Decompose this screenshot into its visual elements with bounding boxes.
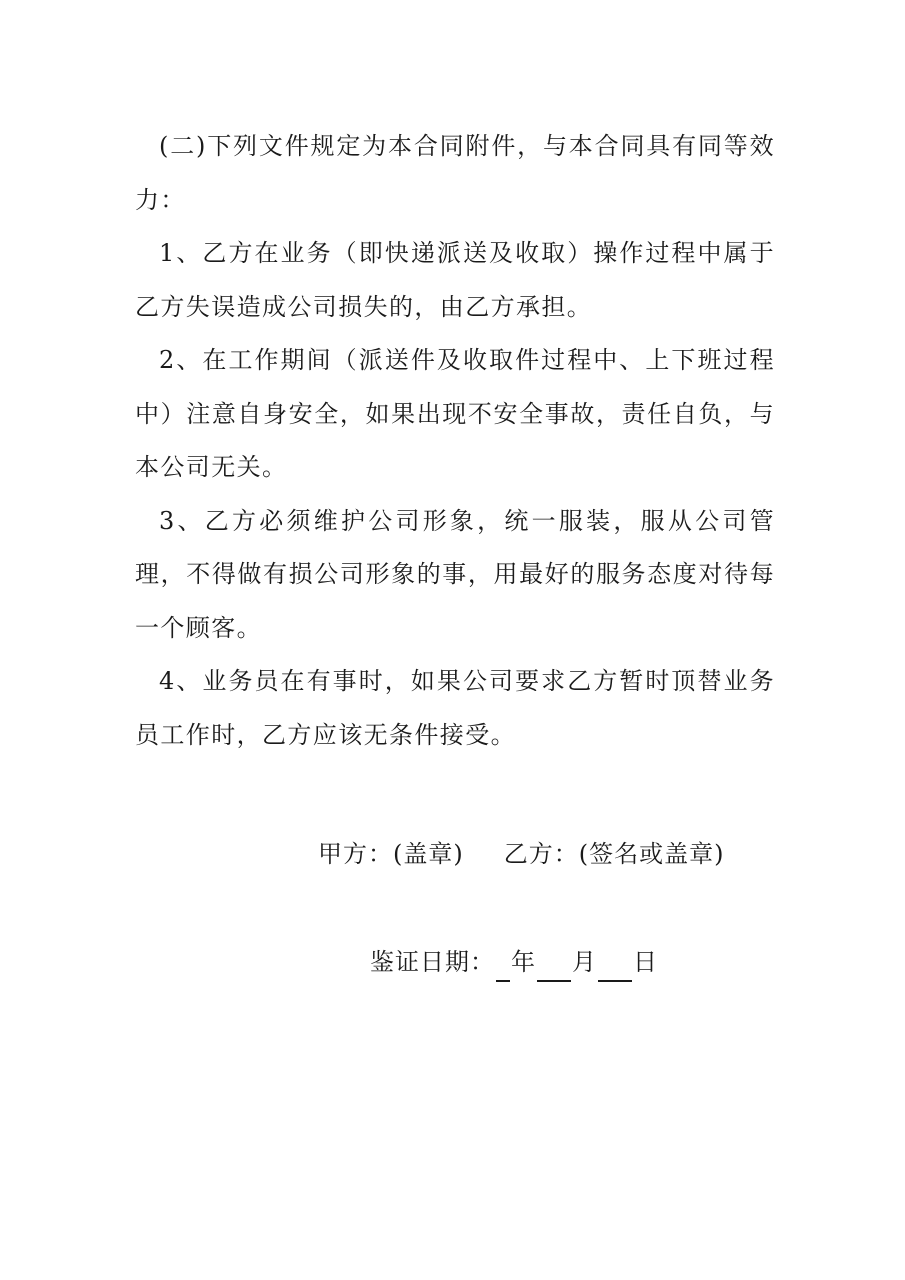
document-body: [135, 120, 775, 762]
year-blank: [496, 950, 510, 982]
day-blank: [598, 950, 632, 982]
party-b-signature: 乙方：(签名或盖章): [503, 840, 725, 868]
month-blank: [537, 950, 571, 982]
party-a-signature: 甲方：(盖章): [318, 840, 464, 868]
signature-line: [318, 834, 778, 874]
paragraph-clause-4: 4、业务员在有事时，如果公司要求乙方暂时顶替业务员工作时，乙方应该无条件接受。: [135, 667, 775, 749]
year-label: 年: [511, 948, 536, 976]
date-label: 鉴证日期：: [370, 948, 495, 976]
paragraph-attachments: (二)下列文件规定为本合同附件，与本合同具有同等效力：: [135, 132, 775, 214]
month-label: 月: [572, 948, 597, 976]
paragraph-clause-3: 3、乙方必须维护公司形象，统一服装，服从公司管理，不得做有损公司形象的事，用最好的服务态度对待每一个顾客。: [135, 506, 775, 642]
paragraph-clause-2: 2、在工作期间（派送件及收取件过程中、上下班过程中）注意自身安全，如果出现不安全事故，责任自负，与本公司无关。: [135, 346, 775, 481]
paragraph-clause-1: 1、乙方在业务（即快递派送及收取）操作过程中属于乙方失误造成公司损失的，由乙方承担。: [135, 239, 775, 321]
day-label: 日: [633, 948, 658, 976]
verification-date: [370, 942, 770, 982]
